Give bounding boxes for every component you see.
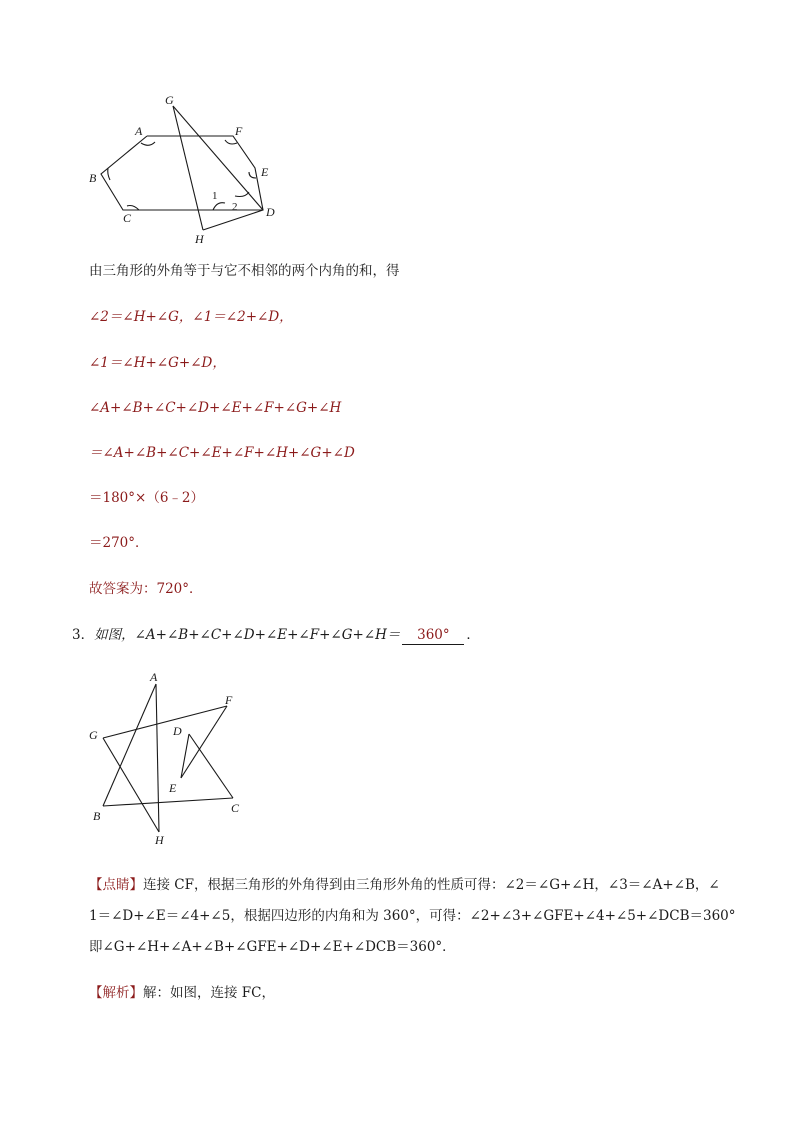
analysis-text: 解：如图，连接 FC， [143,985,275,1001]
segment-AH [156,684,159,832]
segment-GH [103,738,159,832]
label-B: B [89,171,97,185]
analysis-tag: 【解析】 [89,985,143,1001]
answer-blank: 360° [402,626,464,645]
label-F2: F [225,693,233,707]
label-A: A [135,124,143,138]
label-C2: C [231,801,240,815]
solution-step-5: ＝180°×（6﹣2） [89,490,205,506]
segment-AB [103,684,156,806]
analysis-line [89,984,275,1002]
label-F: F [235,124,243,138]
segment-DC [189,734,233,798]
segment-GH [173,106,203,230]
hexagon-outline [101,136,263,210]
hint-text-1: 连接 CF，根据三角形的外角得到由三角形外角的性质可得：∠2＝∠G+∠H，∠3＝∠A+∠B，∠ [143,877,720,893]
label-D2: D [173,724,182,738]
solution-answer: 故答案为：720°． [89,581,203,597]
label-H2: H [155,833,164,847]
solution-step-4: ＝∠A+∠B+∠C+∠E+∠F+∠H+∠G+∠D [89,445,355,461]
question-3 [72,626,480,645]
solution-step-1: ∠2＝∠H+∠G，∠1＝∠2+∠D， [89,309,293,325]
label-E: E [261,165,269,179]
solution-step-2: ∠1＝∠H+∠G+∠D， [89,355,226,371]
segment-BC [103,798,233,806]
label-B2: B [93,809,101,823]
segment-GF [103,706,227,738]
star-figure [85,668,255,848]
solution-step-3: ∠A+∠B+∠C+∠D+∠E+∠F+∠G+∠H [89,400,342,416]
question-end: ． [466,627,480,643]
hint-line-3: 即∠G+∠H+∠A+∠B+∠GFE+∠D+∠E+∠DCB＝360°． [89,939,456,955]
question-stem: 如图，∠A+∠B+∠C+∠D+∠E+∠F+∠G+∠H＝ [94,627,401,643]
segment-GD [173,106,263,210]
label-G: G [165,93,174,107]
solution-intro: 由三角形的外角等于与它不相邻的两个内角的和，得 [89,263,400,279]
question-number: 3． [72,627,95,643]
hint-tag: 【点睛】 [89,877,143,893]
solution-step-6: ＝270°． [89,535,149,551]
hint-line-1 [89,876,720,894]
label-C: C [123,211,132,225]
label-E2: E [169,781,177,795]
label-H: H [195,232,204,246]
hexagon-figure [85,88,285,248]
label-G2: G [89,728,98,742]
label-D: D [266,205,275,219]
label-angle-2: 2 [232,201,238,213]
segment-HD [203,210,263,230]
label-angle-1: 1 [212,190,218,202]
label-A2: A [150,670,158,684]
hint-line-2: 1＝∠D+∠E＝∠4+∠5，根据四边形的内角和为 360°，可得：∠2+∠3+∠GFE+∠4+∠5+∠DCB＝360° [89,908,736,924]
